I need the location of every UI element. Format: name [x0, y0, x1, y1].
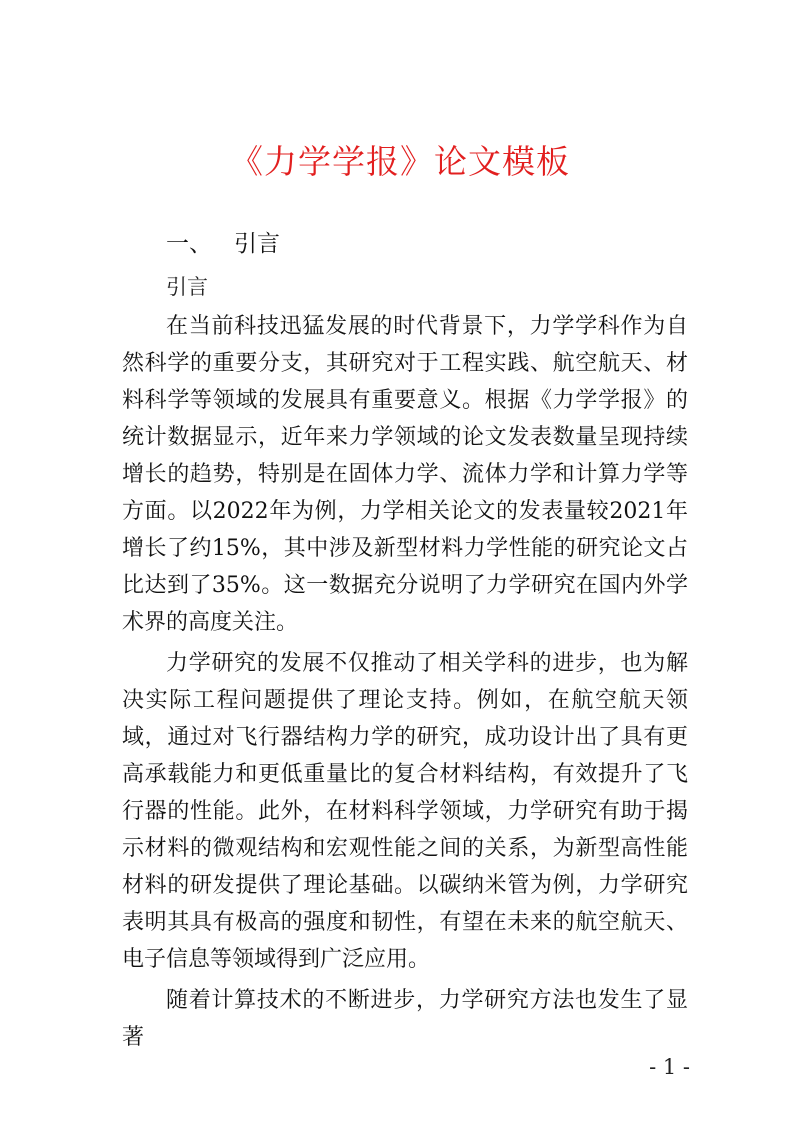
paragraph-2: 力学研究的发展不仅推动了相关学科的进步，也为解决实际工程问题提供了理论支持。例如，在航空航天领域，通过对飞行器结构力学的研究，成功设计出了具有更高承载能力和更低重量比的复合材料结构，有效提升了飞行器的性能。此外，在材料科学领域，力学研究有助于揭示材料的微观结构和宏观性能之间的关系，为新型高性能材料的研发提供了理论基础。以碳纳米管为例，力学研究表明其具有极高的强度和韧性，有望在未来的航空航天、电子信息等领域得到广泛应用。 — [122, 651, 688, 972]
page-number: - 1 - — [649, 1055, 690, 1079]
subheading: 引言 — [166, 275, 208, 299]
paragraph-1: 在当前科技迅猛发展的时代背景下，力学学科作为自然科学的重要分支，其研究对于工程实践、航空航天、材料科学等领域的发展具有重要意义。根据《力学学报》的统计数据显示，近年来力学领域的论文发表数量呈现持续增长的趋势，特别是在固体力学、流体力学和计算力学等方面。以2022年为例，力学相关论文的发表量较2021年增长了约15%，其中涉及新型材料力学性能的研究论文占比达到了35%。这一数据充分说明了力学研究在国内外学术界的高度关注。 — [122, 314, 688, 635]
document-title: 《力学学报》论文模板 — [230, 142, 570, 181]
section-number: 一、 — [166, 231, 212, 257]
paragraph-3: 随着计算技术的不断进步，力学研究方法也发生了显著 — [122, 988, 688, 1050]
section-heading-text: 引言 — [234, 231, 280, 257]
body-text — [122, 308, 688, 1056]
section-heading — [166, 226, 280, 262]
